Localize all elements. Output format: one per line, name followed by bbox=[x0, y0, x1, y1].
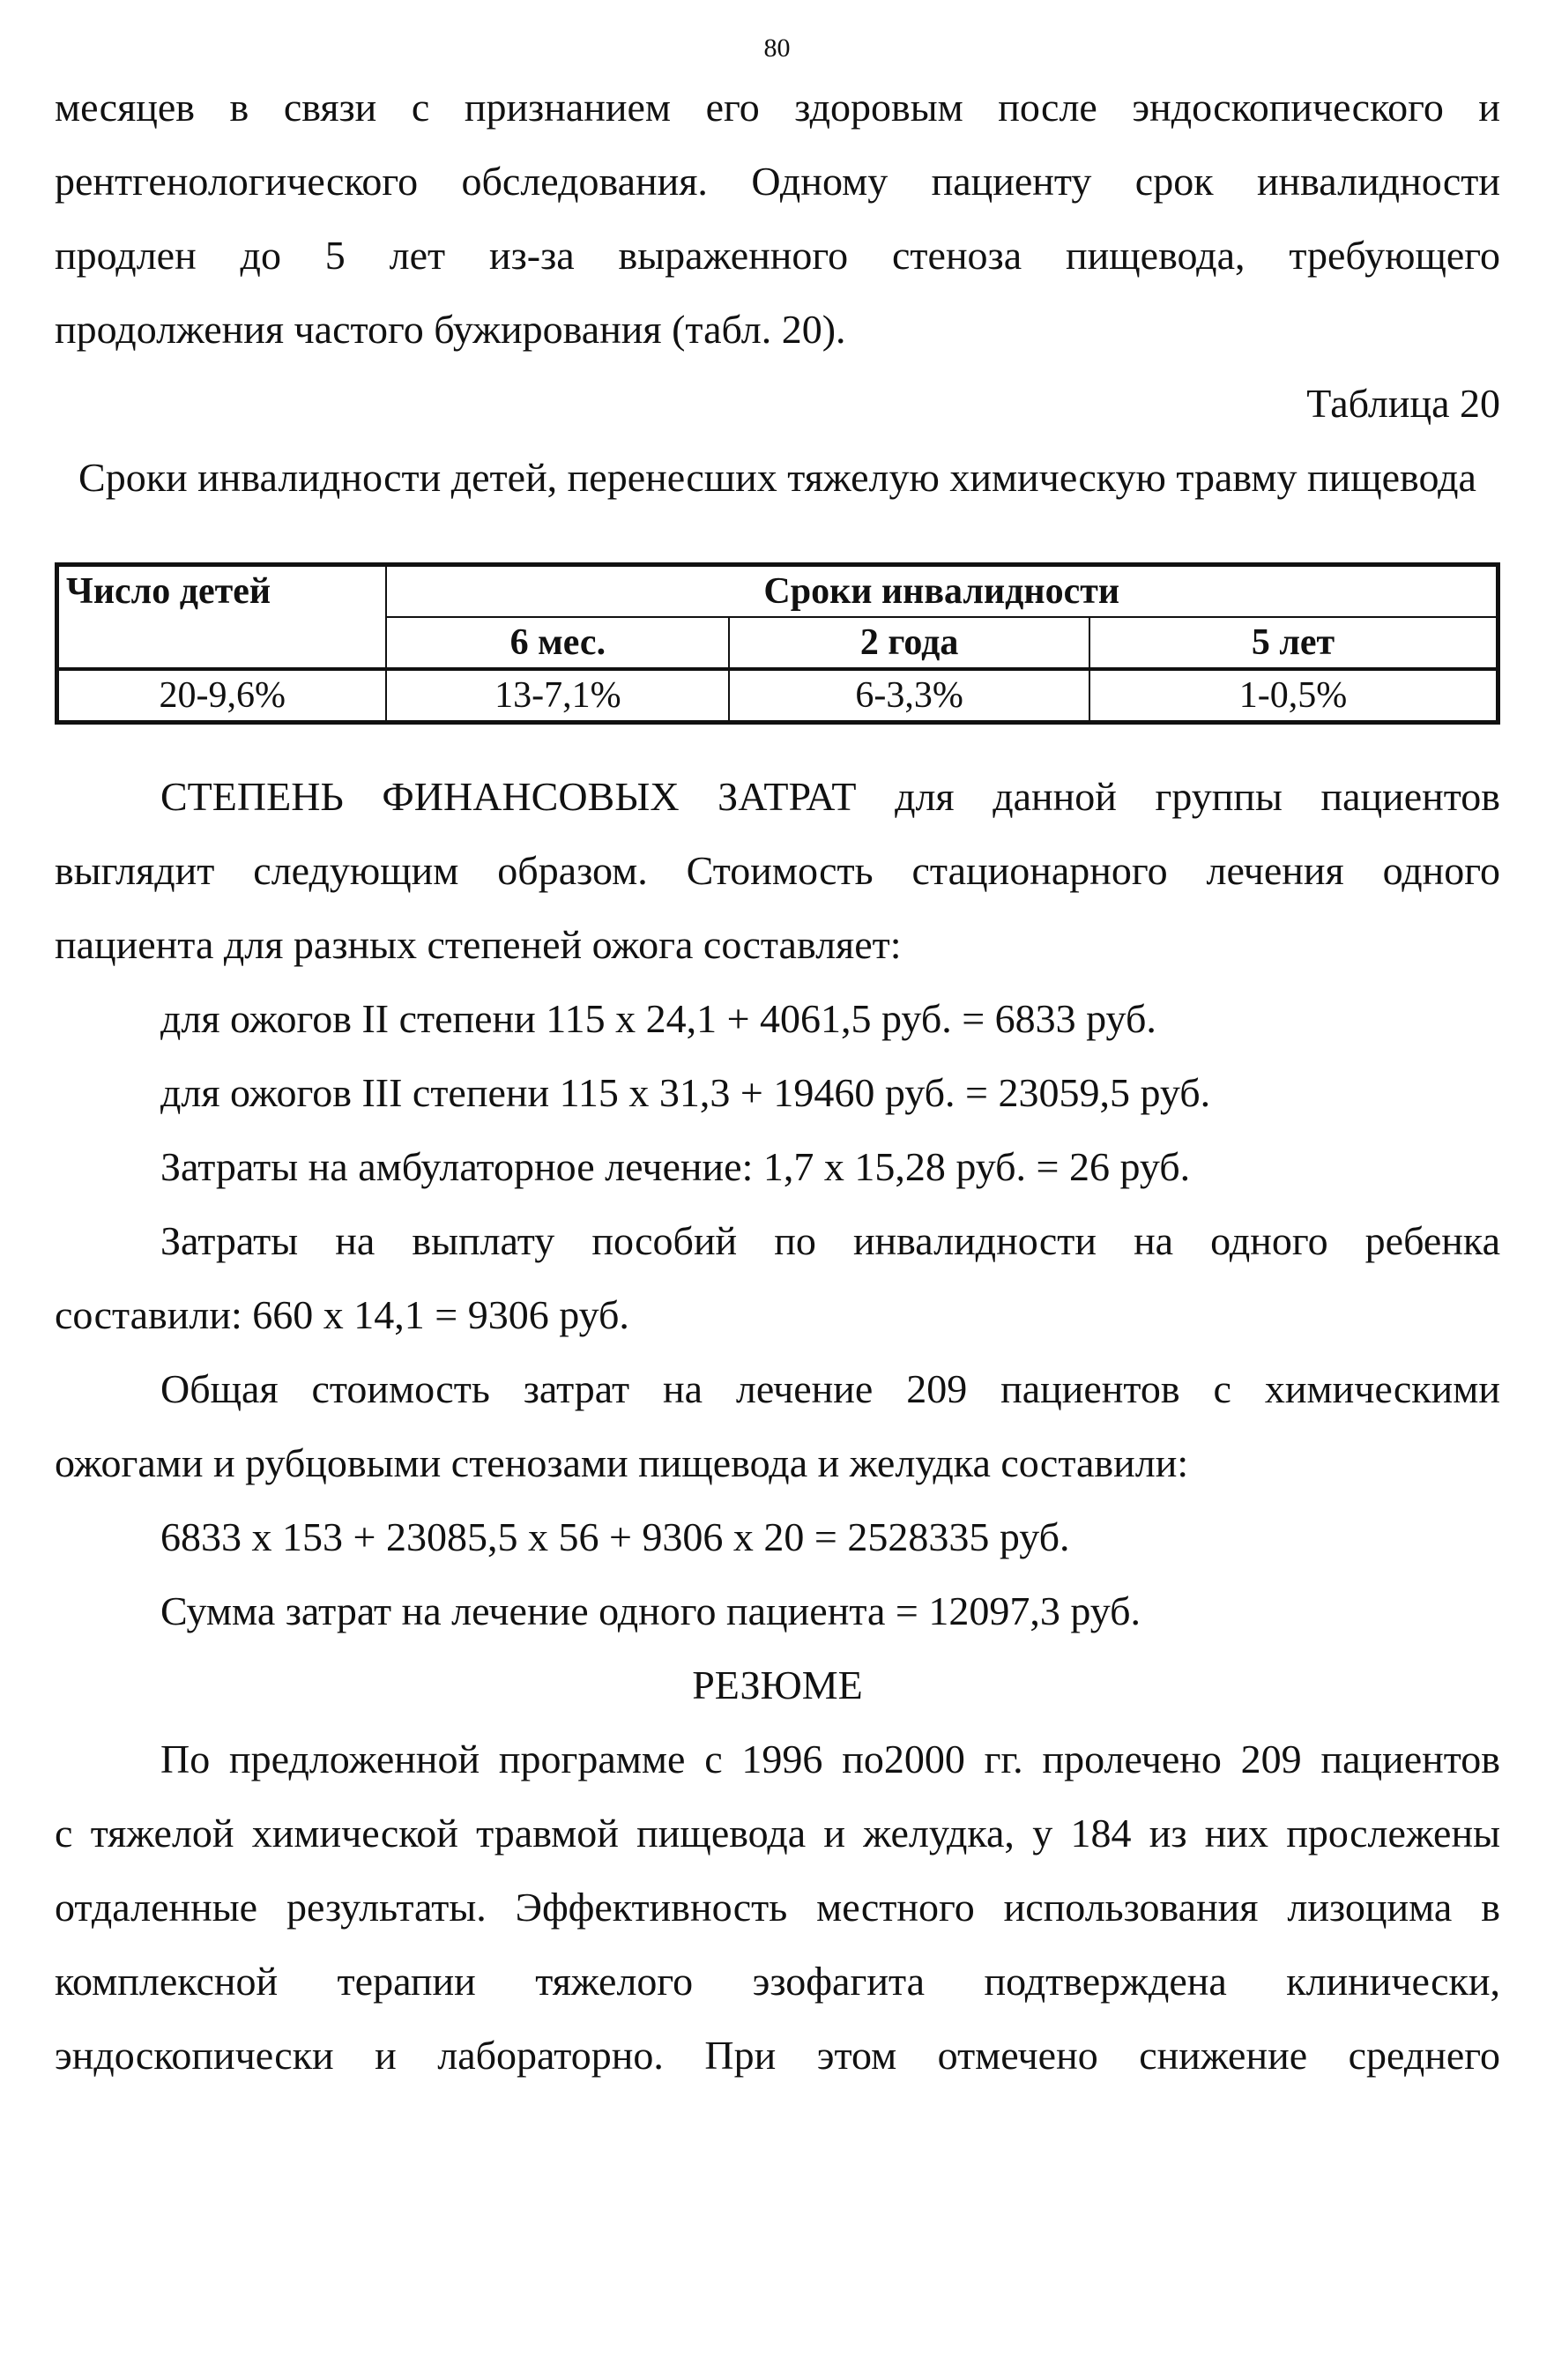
text-line: выглядит следующим образом. Стоимость стационарного лечения одного bbox=[55, 848, 1500, 893]
table-label: Таблица 20 bbox=[1306, 381, 1500, 426]
text-line: продлен до 5 лет из-за выраженного стеноза пищевода, требующего bbox=[55, 233, 1500, 278]
subheader-2-years: 2 года bbox=[729, 617, 1089, 669]
table-row bbox=[57, 669, 1498, 723]
resume-paragraph bbox=[55, 1731, 1500, 2101]
text-line: с тяжелой химической травмой пищевода и желудка, у 184 из них прослежены bbox=[55, 1811, 1500, 1856]
text-line: пациента для разных степеней ожога составляет: bbox=[55, 922, 902, 967]
text-line: комплексной терапии тяжелого эзофагита подтверждена клинически, bbox=[55, 1959, 1500, 2004]
text-line: По предложенной программе с 1996 по2000 гг. пролечено 209 пациентов bbox=[160, 1737, 1500, 1781]
page-number: 80 bbox=[763, 33, 791, 63]
text-line: составили: 660 х 14,1 = 9306 руб. bbox=[55, 1292, 629, 1337]
text-line: эндоскопически и лабораторно. При этом отмечено снижение среднего bbox=[55, 2033, 1500, 2078]
text-line: Общая стоимость затрат на лечение 209 пациентов с химическими bbox=[160, 1366, 1500, 1411]
text-line: СТЕПЕНЬ ФИНАНСОВЫХ ЗАТРАТ для данной группы пациентов bbox=[160, 774, 1500, 819]
text-line: рентгенологического обследования. Одному пациенту срок инвалидности bbox=[55, 159, 1500, 204]
text-line: продолжения частого бужирования (табл. 20). bbox=[55, 307, 846, 352]
finance-paragraph bbox=[55, 769, 1500, 991]
col-children-count-header: Число детей bbox=[57, 565, 387, 670]
cell-6-months: 13-7,1% bbox=[386, 669, 729, 723]
subheader-5-years: 5 лет bbox=[1089, 617, 1498, 669]
resume-heading: РЕЗЮМЕ bbox=[692, 1662, 863, 1707]
cell-children-count: 20-9,6% bbox=[57, 669, 387, 723]
disability-table-wrap bbox=[55, 562, 1500, 725]
formula-line: Сумма затрат на лечение одного пациента = 12097,3 руб. bbox=[160, 1588, 1141, 1633]
intro-paragraph bbox=[55, 79, 1500, 376]
text-line: месяцев в связи с признанием его здоровым после эндоскопического и bbox=[55, 85, 1500, 130]
cell-5-years: 1-0,5% bbox=[1089, 669, 1498, 723]
text-line: ожогами и рубцовыми стенозами пищевода и желудка составили: bbox=[55, 1440, 1189, 1485]
disability-table bbox=[55, 562, 1500, 725]
formula-line: для ожогов II степени 115 х 24,1 + 4061,5 руб. = 6833 руб. bbox=[160, 996, 1156, 1041]
disability-cost-paragraph bbox=[55, 1213, 1500, 1361]
formula-line: Затраты на амбулаторное лечение: 1,7 х 15,28 руб. = 26 руб. bbox=[160, 1144, 1191, 1189]
disability-terms-header: Сроки инвалидности bbox=[386, 565, 1498, 618]
page-body bbox=[55, 79, 1500, 2101]
total-cost-paragraph bbox=[55, 1361, 1500, 1509]
table-header-row bbox=[57, 565, 1498, 618]
cost-formulas bbox=[55, 991, 1500, 1213]
table-caption: Сроки инвалидности детей, перенесших тяжелую химическую травму пищевода bbox=[78, 455, 1476, 500]
total-formulas bbox=[55, 1509, 1500, 1657]
formula-line: 6833 х 153 + 23085,5 х 56 + 9306 х 20 = 2528335 руб. bbox=[160, 1514, 1070, 1559]
subheader-6-months: 6 мес. bbox=[386, 617, 729, 669]
cell-2-years: 6-3,3% bbox=[729, 669, 1089, 723]
text-line: отдаленные результаты. Эффективность местного использования лизоцима в bbox=[55, 1885, 1500, 1930]
text-line: Затраты на выплату пособий по инвалидности на одного ребенка bbox=[160, 1218, 1500, 1263]
formula-line: для ожогов III степени 115 х 31,3 + 19460 руб. = 23059,5 руб. bbox=[160, 1070, 1211, 1115]
